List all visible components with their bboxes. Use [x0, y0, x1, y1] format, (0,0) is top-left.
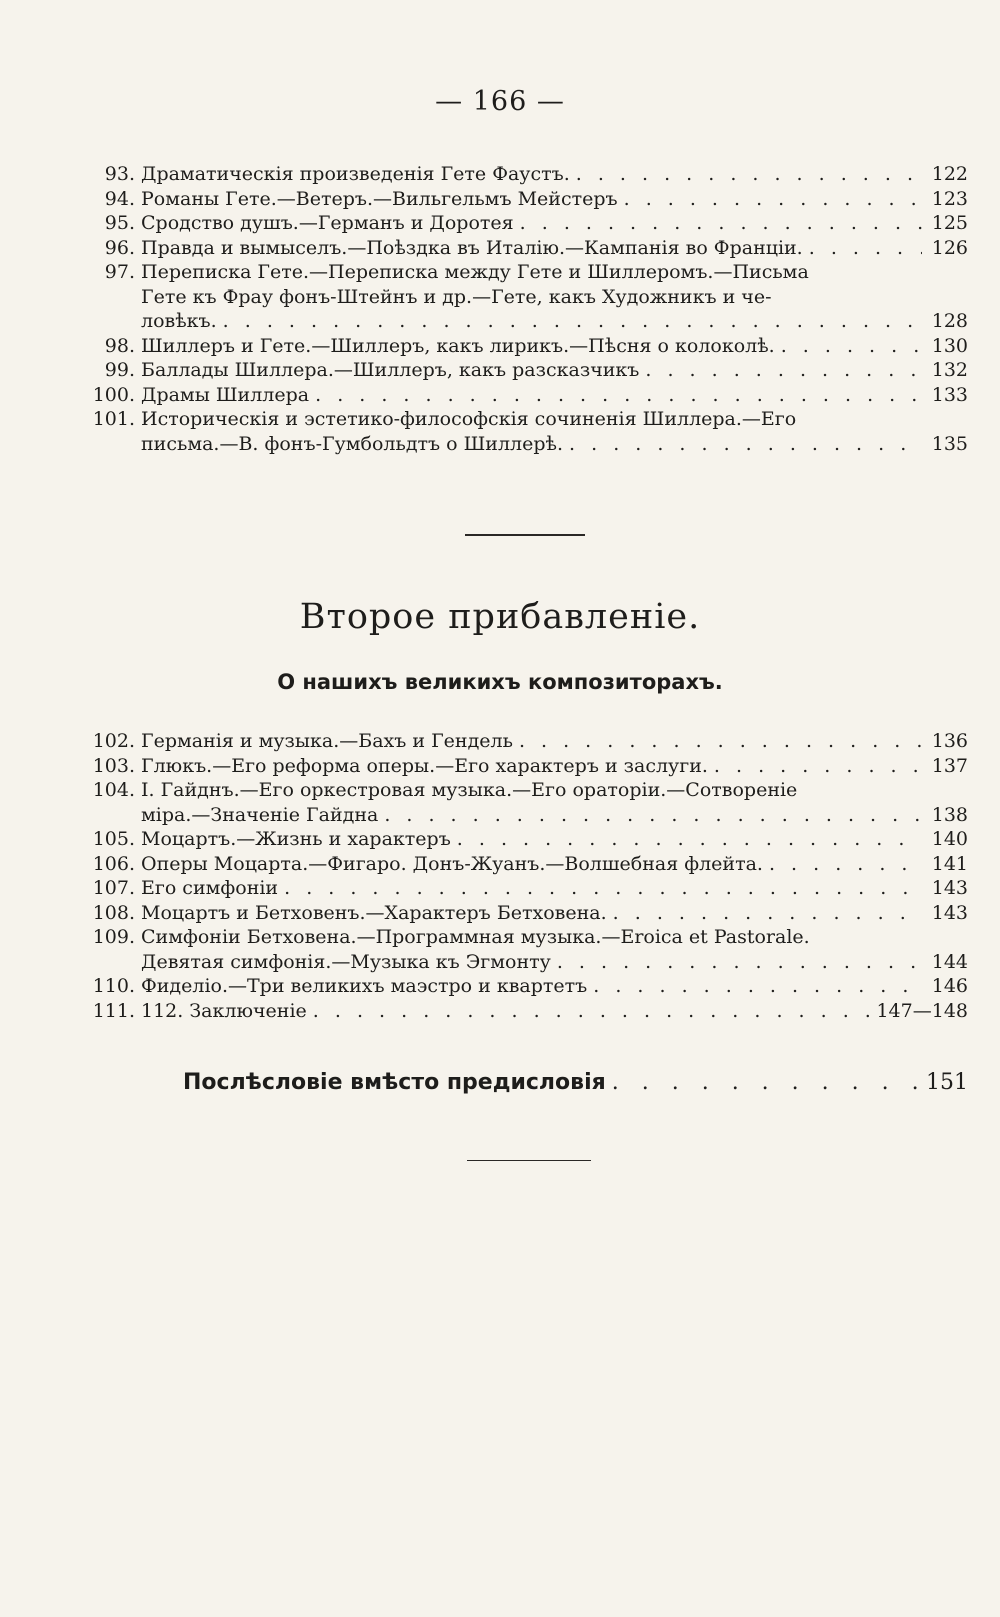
toc-entry-title: Правда и вымыселъ.—Поѣздка въ Италiю.—Кампанiя во Францiи.	[141, 236, 803, 259]
dot-leader	[576, 162, 922, 187]
toc-entry-number: 97.	[104, 261, 135, 283]
toc-entry-title: Девятая симфонiя.—Музыка къ Эгмонту	[141, 950, 551, 973]
toc-entry-line	[141, 358, 968, 383]
toc-entry-title: Оперы Моцарта.—Фигаро. Донъ-Жуанъ.—Волшебная флейта.	[141, 852, 763, 875]
toc-entry-page: 144	[931, 950, 968, 973]
toc-entry-title: Послѣсловiе вмѣсто предисловiя	[183, 1070, 606, 1095]
toc-entry-title: Историческiя и эстетико-философскiя сочиненiя Шиллера.—Его	[141, 408, 797, 430]
toc-entry-body	[141, 901, 968, 926]
toc-entry-line	[141, 803, 968, 828]
toc-entry-page: 140	[931, 828, 968, 850]
toc-entry-line	[141, 827, 968, 852]
toc-entry-number: 111.	[92, 999, 135, 1022]
toc-entry	[78, 999, 968, 1024]
toc-entry	[78, 778, 968, 827]
toc-entry-page: 141	[931, 852, 968, 875]
toc-entry-body	[141, 260, 968, 334]
dot-leader	[313, 999, 871, 1024]
toc-entry-number: 101.	[92, 408, 135, 430]
toc-entry-number: 104.	[92, 779, 135, 801]
toc-entry-page: 125	[931, 212, 968, 234]
toc-entry	[78, 925, 968, 974]
toc-entry-body	[141, 827, 968, 852]
toc-entry-line	[141, 974, 968, 999]
toc-entry-page: 128	[931, 310, 968, 332]
toc-entry-number: 109.	[92, 926, 135, 948]
toc-entry	[78, 187, 968, 212]
dot-leader	[624, 187, 922, 212]
toc-entry-body	[141, 236, 968, 261]
dot-leader	[520, 211, 922, 236]
dot-leader	[284, 876, 922, 901]
toc-entry-body	[141, 999, 968, 1024]
toc-entry-page: 143	[931, 901, 968, 924]
toc-entry-title: Драмы Шиллера	[141, 383, 310, 406]
toc-entry-title: Переписка Гете.—Переписка между Гете и Шиллеромъ.—Письма	[141, 261, 809, 283]
toc-list-composers	[78, 729, 968, 1023]
toc-entry-title: ловѣкъ.	[141, 310, 217, 332]
dot-leader	[593, 974, 922, 999]
toc-entry-body	[141, 407, 968, 456]
section-subtitle: О нашихъ великихъ композиторахъ.	[277, 670, 723, 694]
toc-entry-title: Романы Гете.—Ветеръ.—Вильгельмъ Мейстеръ	[141, 187, 618, 210]
toc-entry-number: 99.	[104, 359, 135, 381]
toc-entry-body	[141, 383, 968, 408]
dot-leader	[557, 950, 922, 975]
toc-entry-line	[141, 754, 968, 779]
toc-entry	[78, 876, 968, 901]
toc-entry-title: I. Гайднъ.—Его оркестровая музыка.—Его ораторiи.—Сотворенiе	[141, 779, 798, 801]
toc-entry-afterword	[183, 1070, 968, 1095]
toc-entry-body	[141, 187, 968, 212]
toc-entry-page: 146	[931, 975, 968, 997]
toc-entry-number: 98.	[104, 334, 135, 357]
toc-entry-line	[141, 383, 968, 408]
toc-entry-line	[141, 729, 968, 754]
toc-entry-body	[141, 778, 968, 827]
toc-entry-page: 130	[931, 334, 968, 357]
dot-leader	[714, 754, 922, 779]
toc-entry-body	[141, 876, 968, 901]
toc-entry-number: 93.	[104, 163, 135, 185]
toc-entry-title: Симфонiи Бетховена.—Программная музыка.—Eroica et Pastorale.	[141, 926, 810, 948]
toc-entry-page: 126	[931, 236, 968, 259]
toc-entry-line	[141, 876, 968, 901]
toc-entry-title: Сродство душъ.—Германъ и Доротея	[141, 212, 514, 234]
toc-entry	[78, 827, 968, 852]
toc-entry	[78, 260, 968, 334]
toc-entry-line	[141, 187, 968, 212]
toc-entry-number: 107.	[92, 877, 135, 899]
toc-entry-title: Германiя и музыка.—Бахъ и Гендель	[141, 730, 513, 752]
toc-entry	[78, 162, 968, 187]
toc-entry-page: 147—148	[876, 999, 968, 1022]
toc-entry-title: Его симфонiи	[141, 877, 279, 899]
end-divider	[467, 1160, 591, 1161]
toc-entry-line	[141, 236, 968, 261]
toc-entry-number: 94.	[104, 187, 135, 210]
dot-leader	[645, 358, 922, 383]
toc-entry-body	[141, 974, 968, 999]
toc-entry-title: Гете къ Фрау фонъ-Штейнъ и др.—Гете, какъ Художникъ и че-	[141, 285, 772, 308]
toc-entry-number: 102.	[92, 730, 135, 752]
section-divider	[465, 534, 585, 536]
dot-leader	[769, 852, 922, 877]
toc-entry-title: Фиделiо.—Три великихъ маэстро и квартетъ	[141, 975, 588, 997]
dot-leader	[809, 236, 922, 261]
toc-entry-title: Баллады Шиллера.—Шиллеръ, какъ разсказчикъ	[141, 359, 640, 381]
section-title: Второе прибавленiе.	[299, 597, 701, 637]
toc-entry-line	[141, 999, 968, 1024]
toc-entry-number: 95.	[104, 212, 135, 234]
toc-entry-line	[141, 334, 968, 359]
toc-entry-line	[141, 950, 968, 975]
toc-entry-page: 143	[931, 877, 968, 899]
toc-entry	[78, 729, 968, 754]
toc-entry	[78, 358, 968, 383]
page-number: — 166 —	[435, 86, 565, 117]
toc-entry	[78, 383, 968, 408]
toc-entry-body	[141, 754, 968, 779]
toc-entry-title: Драматическiя произведенiя Гете Фаустъ.	[141, 163, 570, 185]
toc-entry	[78, 901, 968, 926]
toc-entry-line	[141, 852, 968, 877]
toc-entry-title: Глюкъ.—Его реформа оперы.—Его характеръ и заслуги.	[141, 754, 708, 777]
dot-leader	[569, 432, 922, 457]
toc-entry-line	[141, 211, 968, 236]
dot-leader	[223, 309, 922, 334]
toc-entry-line	[141, 778, 968, 803]
toc-entry-title: мiра.—Значенiе Гайдна	[141, 803, 379, 826]
toc-entry-line	[141, 285, 968, 310]
toc-entry-title: 112. Заключенiе	[141, 999, 307, 1022]
toc-entry-number: 106.	[92, 852, 135, 875]
toc-entry-line	[141, 309, 968, 334]
toc-entry-number: 110.	[92, 975, 135, 997]
dot-leader	[613, 901, 922, 926]
dot-leader	[384, 803, 922, 828]
dot-leader	[781, 334, 922, 359]
toc-entry-page: 136	[931, 730, 968, 752]
toc-entry	[78, 236, 968, 261]
dot-leader	[519, 729, 922, 754]
toc-entry-body	[141, 729, 968, 754]
toc-entry-body	[141, 925, 968, 974]
toc-entry-page: 133	[931, 383, 968, 406]
toc-entry-line	[141, 432, 968, 457]
toc-entry	[78, 407, 968, 456]
toc-entry-number: 108.	[92, 901, 135, 924]
toc-entry	[78, 211, 968, 236]
toc-entry	[78, 334, 968, 359]
toc-entry-page: 135	[931, 432, 968, 455]
toc-entry-page: 151	[926, 1070, 968, 1095]
dot-leader	[315, 383, 922, 408]
toc-entry-title: Моцартъ.—Жизнь и характеръ	[141, 828, 451, 850]
toc-entry-number: 105.	[92, 828, 135, 850]
toc-entry-line	[141, 162, 968, 187]
toc-entry-body	[141, 162, 968, 187]
toc-entry	[78, 754, 968, 779]
toc-entry	[78, 852, 968, 877]
toc-entry-title: Моцартъ и Бетховенъ.—Характеръ Бетховена.	[141, 901, 607, 924]
toc-entry-line	[141, 901, 968, 926]
toc-entry-page: 123	[931, 187, 968, 210]
toc-entry-page: 122	[931, 163, 968, 185]
toc-entry-line	[141, 407, 968, 432]
toc-entry-body	[141, 358, 968, 383]
toc-entry-number: 100.	[92, 383, 135, 406]
toc-entry-page: 138	[931, 803, 968, 826]
toc-entry-page: 132	[931, 359, 968, 381]
toc-entry-number: 103.	[92, 754, 135, 777]
toc-entry-number: 96.	[104, 236, 135, 259]
toc-entry-body	[141, 852, 968, 877]
toc-entry-body	[141, 211, 968, 236]
toc-entry-line	[141, 925, 968, 950]
toc-entry-title: письма.—В. фонъ-Гумбольдтъ о Шиллерѣ.	[141, 432, 564, 455]
toc-entry	[78, 974, 968, 999]
toc-entry-line	[141, 260, 968, 285]
dot-leader	[457, 827, 922, 852]
dot-leader	[612, 1070, 920, 1095]
toc-list-goethe-schiller	[78, 162, 968, 456]
toc-entry-title: Шиллеръ и Гете.—Шиллеръ, какъ лирикъ.—Пѣсня о колоколѣ.	[141, 334, 775, 357]
toc-entry-body	[141, 334, 968, 359]
toc-entry-page: 137	[931, 754, 968, 777]
